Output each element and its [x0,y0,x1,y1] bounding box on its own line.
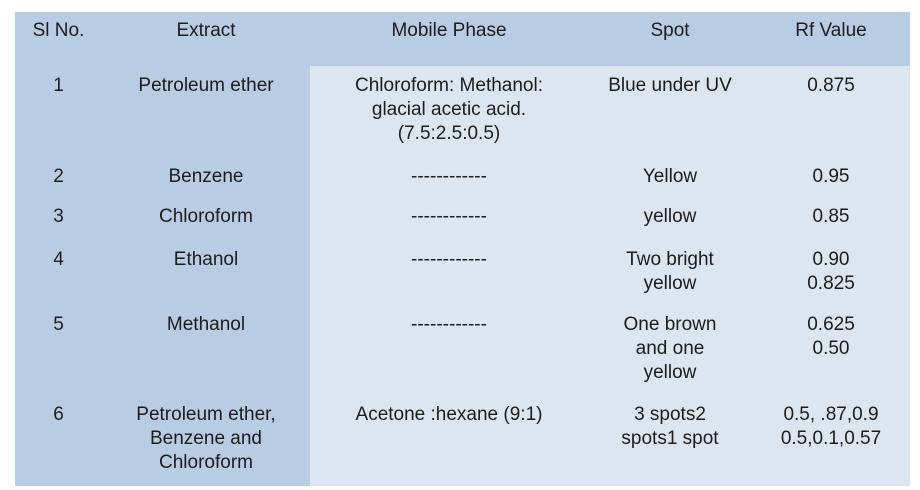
row-4-rf: 0.90 0.825 [807,249,855,294]
header-rf-value: Rf Value [795,20,867,41]
row-4-no: 4 [53,249,64,270]
row-6-no: 6 [53,404,64,425]
row-5-mobile-phase: ------------ [411,314,487,335]
row-2-rf: 0.95 [812,166,850,187]
row-2-extract: Benzene [168,166,244,187]
row-4-extract: Ethanol [173,249,239,270]
row-2-spot: Yellow [642,166,698,187]
row-6-rf: 0.5, .87,0.9 0.5,0.1,0.57 [780,404,882,449]
row-1-rf: 0.875 [807,75,855,96]
row-3-spot: yellow [643,206,697,227]
row-3-mobile-phase: ------------ [411,206,487,227]
row-1-extract: Petroleum ether [138,75,274,96]
row-2-no: 2 [53,166,64,187]
header-extract: Extract [176,20,236,41]
data-table [15,12,910,486]
row-2-mobile-phase: ------------ [411,166,487,187]
row-1-no: 1 [53,75,64,96]
row-5-rf: 0.625 0.50 [807,314,855,359]
row-6-spot: 3 spots2 spots1 spot [621,404,719,449]
row-4-mobile-phase: ------------ [411,249,487,270]
header-sl-no: Sl No. [32,20,85,41]
header-mobile-phase: Mobile Phase [391,20,507,41]
header-spot: Spot [650,20,690,41]
row-3-extract: Chloroform [159,206,253,227]
row-3-no: 3 [53,206,64,227]
row-6-mobile-phase: Acetone :hexane (9:1) [355,404,543,425]
row-5-extract: Methanol [166,314,246,335]
row-1-spot: Blue under UV [608,75,732,96]
row-5-spot: One brown and one yellow [623,314,717,383]
row-4-spot: Two bright yellow [626,249,714,294]
row-5-no: 5 [53,314,64,335]
row-3-rf: 0.85 [812,206,850,227]
row-6-extract: Petroleum ether, Benzene and Chloroform [136,404,276,473]
row-1-mobile-phase: Chloroform: Methanol: glacial acetic acid. (7.5:2.5:0.5) [355,75,543,144]
